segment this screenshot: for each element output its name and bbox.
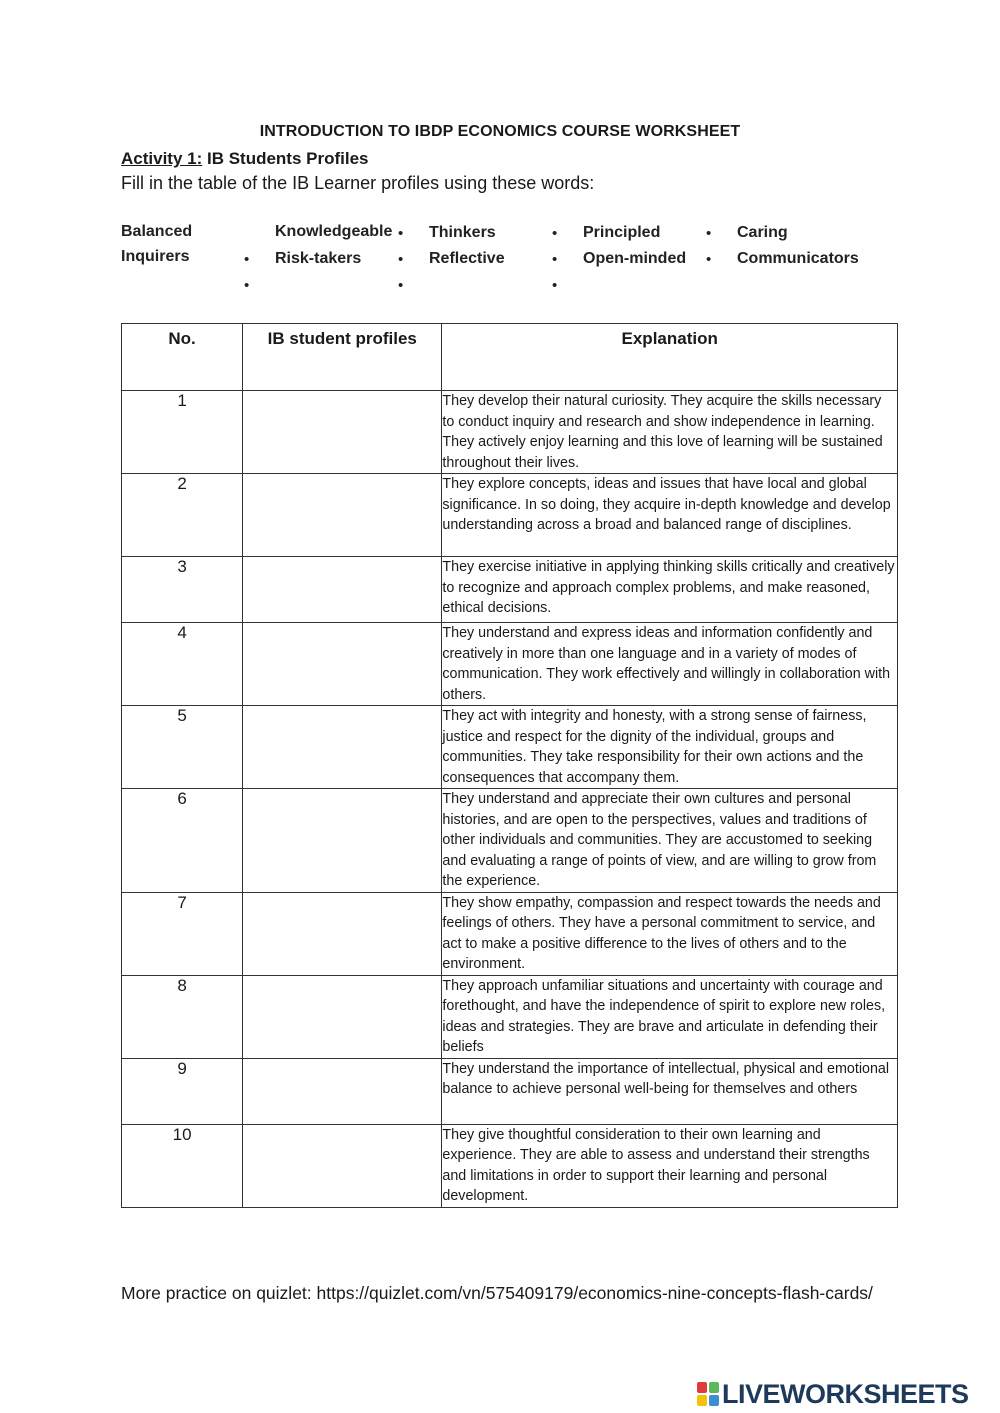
row-explanation: They show empathy, compassion and respect towards the needs and feelings of others. They have a personal commitment to service, and act to make a positive difference to the lives of others and to the environment. (442, 892, 898, 975)
word-caring: Caring (737, 224, 788, 241)
bullet-icon: • (244, 277, 250, 294)
row-number: 5 (122, 706, 243, 789)
row-number: 4 (122, 623, 243, 706)
row-explanation: They develop their natural curiosity. They acquire the skills necessary to conduct inquiry and research and show independence in learning. They actively enjoy learning and this love of learning will be sustained throughout their lives. (442, 391, 898, 474)
word-balanced: Balanced (121, 223, 193, 240)
table-row (122, 391, 898, 474)
table-row (122, 1124, 898, 1207)
bullet-icon: • (706, 251, 712, 268)
header-profiles: IB student profiles (243, 324, 442, 391)
row-explanation: They explore concepts, ideas and issues that have local and global significance. In so doing, they acquire in-depth knowledge and develop understanding across a broad and balanced range of disciplines. (442, 474, 898, 557)
table-row (122, 789, 898, 893)
table-row (122, 557, 898, 623)
word-inquirers: Inquirers (121, 248, 190, 265)
logo-mark-icon (697, 1382, 719, 1406)
logo-text: LIVEWORKSHEETS (722, 1378, 969, 1409)
word-reflective: Reflective (429, 250, 505, 267)
profile-answer-cell[interactable] (243, 892, 442, 975)
profile-answer-cell[interactable] (243, 975, 442, 1058)
word-knowledgeable: Knowledgeable (275, 223, 393, 240)
liveworksheets-logo (697, 1377, 969, 1411)
activity-heading (121, 149, 369, 169)
table-row (122, 892, 898, 975)
row-explanation: They approach unfamiliar situations and uncertainty with courage and forethought, and have the independence of spirit to explore new roles, ideas and strategies. They are brave and articulate in defending their beliefs (442, 975, 898, 1058)
bullet-icon: • (398, 277, 404, 294)
profile-answer-cell[interactable] (243, 623, 442, 706)
profile-answer-cell[interactable] (243, 557, 442, 623)
row-number: 9 (122, 1058, 243, 1124)
profile-answer-cell[interactable] (243, 1058, 442, 1124)
word-open-minded: Open-minded (583, 250, 687, 267)
row-explanation: They understand and appreciate their own cultures and personal histories, and are open to the perspectives, values and traditions of other individuals and communities. They are accustomed to seeking and evaluating a range of points of view, and are willing to grow from the experience. (442, 789, 898, 893)
word-principled: Principled (583, 224, 661, 241)
bullet-icon: • (244, 251, 250, 268)
table-row (122, 474, 898, 557)
profile-answer-cell[interactable] (243, 474, 442, 557)
table-row (122, 706, 898, 789)
table-header-row (122, 324, 898, 391)
profile-answer-cell[interactable] (243, 706, 442, 789)
row-number: 3 (122, 557, 243, 623)
row-number: 8 (122, 975, 243, 1058)
row-explanation: They exercise initiative in applying thinking skills critically and creatively to recognize and approach complex problems, and make reasoned, ethical decisions. (442, 557, 898, 623)
row-number: 2 (122, 474, 243, 557)
row-number: 7 (122, 892, 243, 975)
header-explanation: Explanation (442, 324, 898, 391)
table-row (122, 1058, 898, 1124)
table-row (122, 975, 898, 1058)
instruction-text: Fill in the table of the IB Learner profiles using these words: (121, 173, 595, 193)
bullet-icon: • (552, 277, 558, 294)
profile-answer-cell[interactable] (243, 391, 442, 474)
bullet-icon: • (706, 225, 712, 242)
row-number: 6 (122, 789, 243, 893)
word-risk-takers: Risk-takers (275, 250, 362, 267)
word-communicators: Communicators (737, 250, 859, 267)
bullet-icon: • (552, 225, 558, 242)
worksheet-title: INTRODUCTION TO IBDP ECONOMICS COURSE WORKSHEET (259, 123, 741, 140)
bullet-icon: • (398, 225, 404, 242)
row-number: 1 (122, 391, 243, 474)
activity-title: IB Students Profiles (202, 149, 369, 168)
row-explanation: They give thoughtful consideration to their own learning and experience. They are able to assess and understand their strengths and limitations in order to support their learning and personal development. (442, 1124, 898, 1207)
row-explanation: They understand and express ideas and information confidently and creatively in more than one language and in a variety of modes of communication. They work effectively and willingly in collaboration with others. (442, 623, 898, 706)
profiles-table (121, 323, 898, 1208)
word-thinkers: Thinkers (429, 224, 496, 241)
quizlet-link-text[interactable]: More practice on quizlet: https://quizlet.com/vn/575409179/economics-nine-concepts-flash-cards/ (121, 1283, 873, 1303)
header-no: No. (122, 324, 243, 391)
row-explanation: They understand the importance of intellectual, physical and emotional balance to achieve personal well-being for themselves and others (442, 1058, 898, 1124)
table-row (122, 623, 898, 706)
bullet-icon: • (398, 251, 404, 268)
row-explanation: They act with integrity and honesty, with a strong sense of fairness, justice and respect for the dignity of the individual, groups and communities. They take responsibility for their own actions and the consequences that accompany them. (442, 706, 898, 789)
profile-answer-cell[interactable] (243, 789, 442, 893)
activity-label: Activity 1: (121, 149, 203, 168)
row-number: 10 (122, 1124, 243, 1207)
profile-answer-cell[interactable] (243, 1124, 442, 1207)
bullet-icon: • (552, 251, 558, 268)
